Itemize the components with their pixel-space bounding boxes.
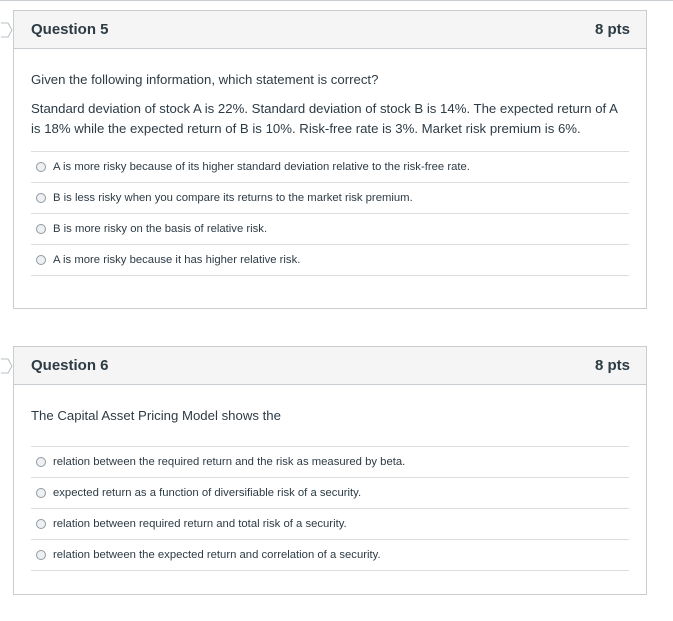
answer-option[interactable] (31, 509, 629, 540)
answer-list (31, 151, 629, 276)
question-prompt: The Capital Asset Pricing Model shows the (31, 408, 281, 423)
answer-label[interactable]: expected return as a function of diversifiable risk of a security. (53, 487, 362, 499)
question-details: Standard deviation of stock A is 22%. Standard deviation of stock B is 14%. The expected return of A is 18% while the expected return of B is 10%. Risk-free rate is 3%. Market risk premium is 6%. (31, 101, 618, 136)
question-body (14, 385, 646, 571)
answer-option[interactable] (31, 214, 629, 245)
question-5-card (13, 10, 647, 309)
question-body (14, 49, 646, 276)
radio-button-icon[interactable] (36, 193, 46, 203)
question-points: 8 pts (594, 21, 630, 38)
question-6-card (13, 346, 647, 595)
answer-label[interactable]: A is more risky because of its higher standard deviation relative to the risk-free rate. (53, 161, 470, 173)
question-prompt: Given the following information, which statement is correct? (31, 72, 379, 87)
answer-label[interactable]: B is less risky when you compare its returns to the market risk premium. (53, 192, 413, 204)
answer-option[interactable] (31, 183, 629, 214)
question-points: 8 pts (594, 357, 630, 374)
answer-label[interactable]: B is more risky on the basis of relative risk. (53, 223, 268, 235)
radio-button-icon[interactable] (36, 224, 46, 234)
page-top-divider (0, 0, 673, 1)
radio-button-icon[interactable] (36, 162, 46, 172)
answer-option[interactable] (31, 245, 629, 276)
question-marker-icon (1, 358, 13, 374)
radio-button-icon[interactable] (36, 550, 46, 560)
question-title: Question 5 (31, 21, 109, 38)
answer-list (31, 446, 629, 571)
question-header (14, 347, 646, 385)
question-marker-icon (1, 22, 13, 38)
answer-option[interactable] (31, 540, 629, 571)
radio-button-icon[interactable] (36, 488, 46, 498)
radio-button-icon[interactable] (36, 519, 46, 529)
answer-label[interactable]: relation between required return and total risk of a security. (53, 518, 347, 530)
answer-label[interactable]: relation between the required return and the risk as measured by beta. (53, 456, 406, 468)
answer-option[interactable] (31, 447, 629, 478)
radio-button-icon[interactable] (36, 457, 46, 467)
radio-button-icon[interactable] (36, 255, 46, 265)
question-title: Question 6 (31, 357, 109, 374)
answer-option[interactable] (31, 478, 629, 509)
answer-label[interactable]: relation between the expected return and correlation of a security. (53, 549, 381, 561)
answer-option[interactable] (31, 152, 629, 183)
answer-label[interactable]: A is more risky because it has higher relative risk. (53, 254, 301, 266)
question-header (14, 11, 646, 49)
